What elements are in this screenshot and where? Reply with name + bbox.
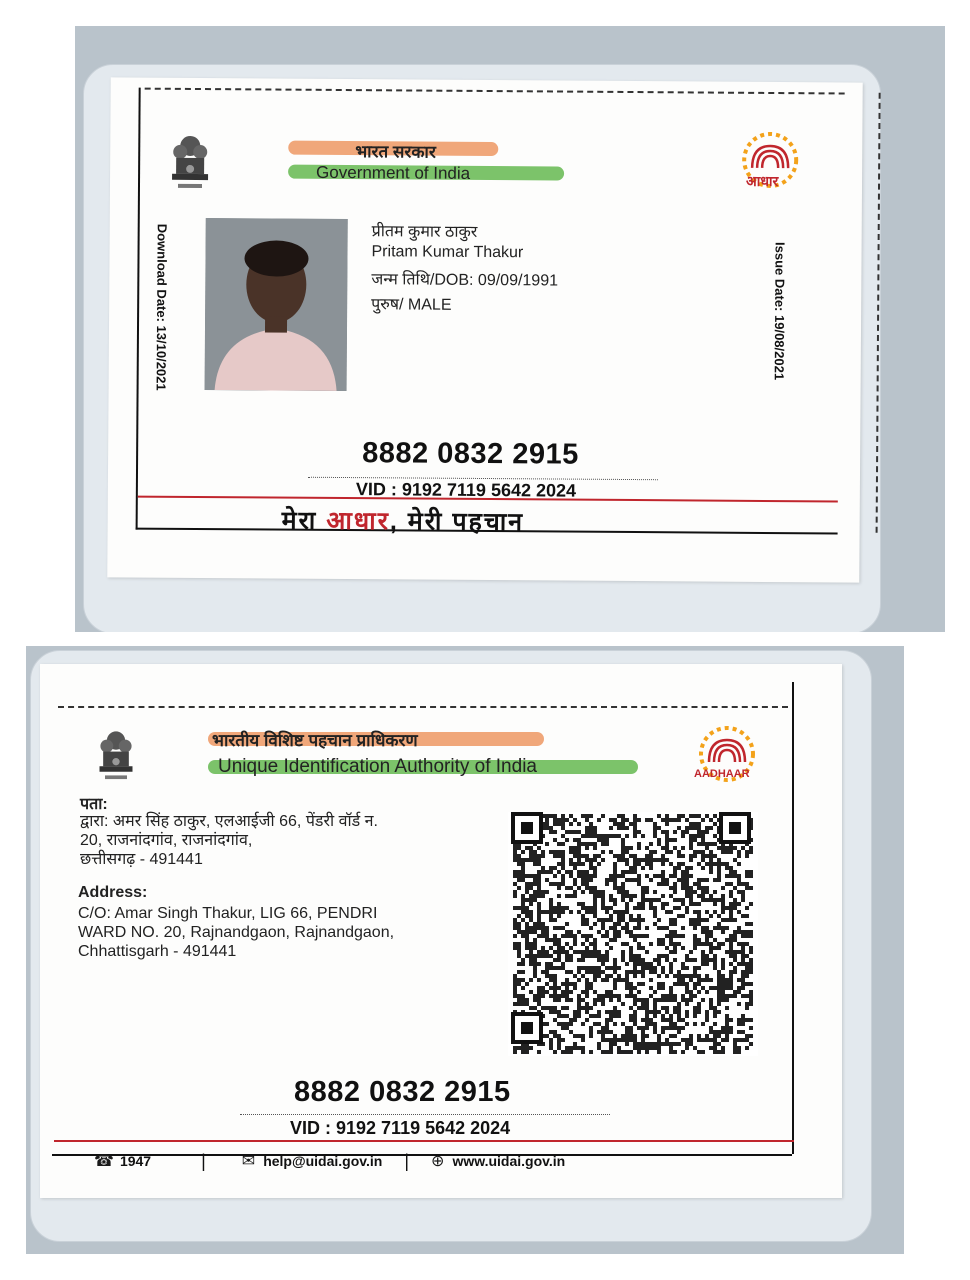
aadhaar-logo-text: आधार: [745, 172, 779, 190]
aadhaar-number: 8882 0832 2915: [294, 1076, 511, 1108]
footer: ☎ 1947 | ✉ help@uidai.gov.in | ⊕ www.uidai.gov.in: [94, 1150, 566, 1171]
issue-date: Issue Date: 19/08/2021: [771, 242, 788, 381]
aadhaar-card-back: [40, 664, 842, 1198]
national-emblem-icon: [94, 726, 138, 790]
name-hindi: प्रीतम कुमार ठाकुर: [371, 223, 478, 241]
download-date: Download Date: 13/10/2021: [153, 223, 170, 391]
name-english: Pritam Kumar Thakur: [371, 243, 524, 262]
address-english: C/O: Amar Singh Thakur, LIG 66, PENDRI WARD NO. 20, Rajnandgaon, Rajnandgaon, Chhattisgarh - 491441: [78, 905, 395, 960]
aadhaar-card-front: [107, 77, 862, 582]
authority-hindi: भारतीय विशिष्ट पहचान प्राधिकरण: [212, 731, 418, 750]
gov-english-title: Government of India: [316, 162, 471, 183]
vid-number: VID : 9192 7119 5642 2024: [290, 1118, 511, 1138]
gender: पुरुष/ MALE: [371, 296, 452, 314]
address-hindi-heading: पता:: [80, 796, 108, 813]
address-english-heading: Address:: [78, 884, 148, 901]
front-card-photo: [75, 26, 945, 632]
address-hindi: द्वारा: अमर सिंह ठाकुर, एलआईजी 66, पेंडरी वॉर्ड न. 20, राजनांदगांव, राजनांदगांव, छत्तीसगढ़ - 491441: [80, 813, 378, 868]
back-card-photo: [26, 646, 904, 1254]
date-of-birth: जन्म तिथि/DOB: 09/09/1991: [371, 271, 559, 290]
authority-english: Unique Identification Authority of India: [218, 756, 537, 777]
mail-icon: ✉: [241, 1153, 256, 1170]
phone-icon: ☎: [94, 1153, 114, 1170]
holder-photo: [205, 218, 348, 391]
aadhaar-logo-text: AADHAAR: [694, 768, 750, 780]
helpline-number: 1947: [119, 1153, 152, 1169]
help-email: help@uidai.gov.in: [263, 1153, 383, 1169]
gov-hindi-title: भारत सरकार: [355, 142, 436, 162]
globe-icon: ⊕: [431, 1153, 445, 1170]
vid-number: VID : 9192 7119 5642 2024: [355, 479, 577, 501]
national-emblem-icon: [166, 132, 214, 198]
website: www.uidai.gov.in: [452, 1153, 566, 1169]
tagline: मेरा आधार, मेरी पहचान: [281, 506, 525, 537]
qr-code: [508, 812, 758, 1056]
aadhaar-number: 8882 0832 2915: [362, 437, 579, 471]
